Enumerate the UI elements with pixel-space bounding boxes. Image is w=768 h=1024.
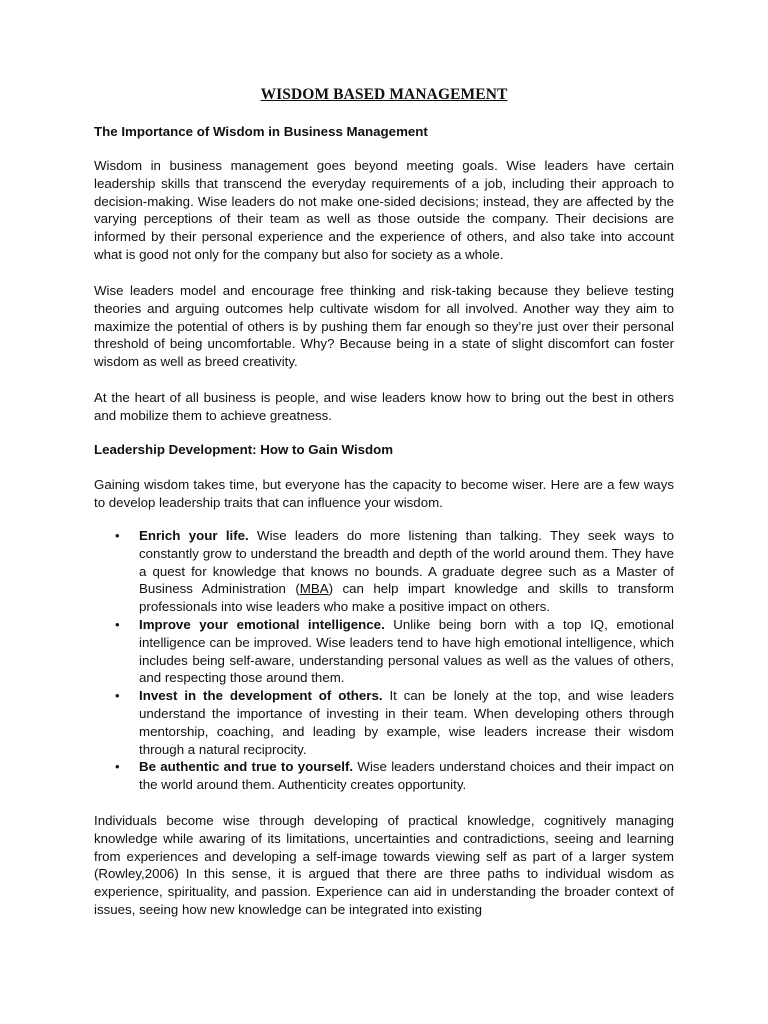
bullet-icon: •: [115, 688, 120, 704]
tips-bullet-list: [94, 527, 674, 794]
bullet-lead: Be authentic and true to yourself.: [139, 759, 354, 775]
list-item: [94, 616, 674, 687]
paragraph-3: At the heart of all business is people, and wise leaders know how to bring out the best in others and mobilize them to achieve greatness.: [94, 390, 674, 423]
bullet-lead: Invest in the development of others.: [139, 688, 383, 704]
list-item: [94, 687, 674, 758]
paragraph-4: Gaining wisdom takes time, but everyone has the capacity to become wiser. Here are a few ways to develop leadership traits that can influence your wisdom.: [94, 477, 674, 510]
bullet-icon: •: [115, 528, 120, 543]
paragraph-5: Individuals become wise through developing of practical knowledge, cognitively managing knowledge while awaring of its limitations, uncertainties and contradictions, seeing and learning from experiences and developing a self-image towards viewing self as part of a larger system (Rowley,2006) In this sense, it is argued that there are three paths to individual wisdom as experience, spirituality, and passion. Experience can aid in understanding the broader context of issues, seeing how new knowledge can be integrated into existing: [94, 813, 674, 917]
paragraph-1: Wisdom in business management goes beyond meeting goals. Wise leaders have certain leadership skills that transcend the everyday requirements of a job, including their approach to decision-making. Wise leaders do not make one-sided decisions; instead, they are affected by the varying perceptions of their team as well as those outside the company. Their decisions are informed by their personal experience and the experience of others, and also take into account what is good not only for the company but also for society as a whole.: [94, 158, 674, 262]
list-item: [94, 527, 674, 616]
bullet-icon: •: [115, 759, 120, 775]
paragraph-2: Wise leaders model and encourage free thinking and risk-taking because they believe testing theories and arguing outcomes help cultivate wisdom for all involved. Another way they aim to maximize the potential of others is by pushing them far enough so they’re just over their personal threshold of being uncomfortable. Why? Because being in a state of slight discomfort can foster wisdom as well as breed creativity.: [94, 283, 674, 370]
bullet-text: It can be lonely at the top, and wise leaders understand the importance of investing in their team. When developing others through mentorship, coaching, and leading by example, wise leaders increase their wisdom through a natural reciprocity.: [139, 688, 675, 757]
bullet-icon: •: [115, 616, 120, 632]
bullet-text: Unlike being born with a top IQ, emotional intelligence can be improved. Wise leaders tend to have high emotional intelligence, which includes being self-aware, understanding personal values as well as the values of others, and respecting those around them.: [139, 616, 674, 686]
bullet-lead: Enrich your life.: [139, 528, 249, 543]
bullet-text: ) can help impart knowledge and skills to transform professionals into wise leaders who make a positive impact on others.: [139, 581, 674, 615]
section-heading-importance: The Importance of Wisdom in Business Management: [94, 124, 428, 139]
bullet-text: Wise leaders understand choices and their impact on the world around them. Authenticity creates opportunity.: [139, 759, 674, 793]
mba-link[interactable]: MBA: [299, 581, 329, 597]
bullet-lead: Improve your emotional intelligence.: [139, 616, 385, 632]
bullet-text: Wise leaders do more listening than talking. They seek ways to constantly grow to understand the breadth and depth of the world around them. They have a quest for knowledge that knows no bounds. A graduate degree such as a Master of Business Administration (: [139, 528, 674, 597]
section-heading-leadership: Leadership Development: How to Gain Wisdom: [94, 442, 394, 457]
document-title: WISDOM BASED MANAGEMENT: [260, 86, 508, 103]
list-item: [94, 758, 674, 794]
